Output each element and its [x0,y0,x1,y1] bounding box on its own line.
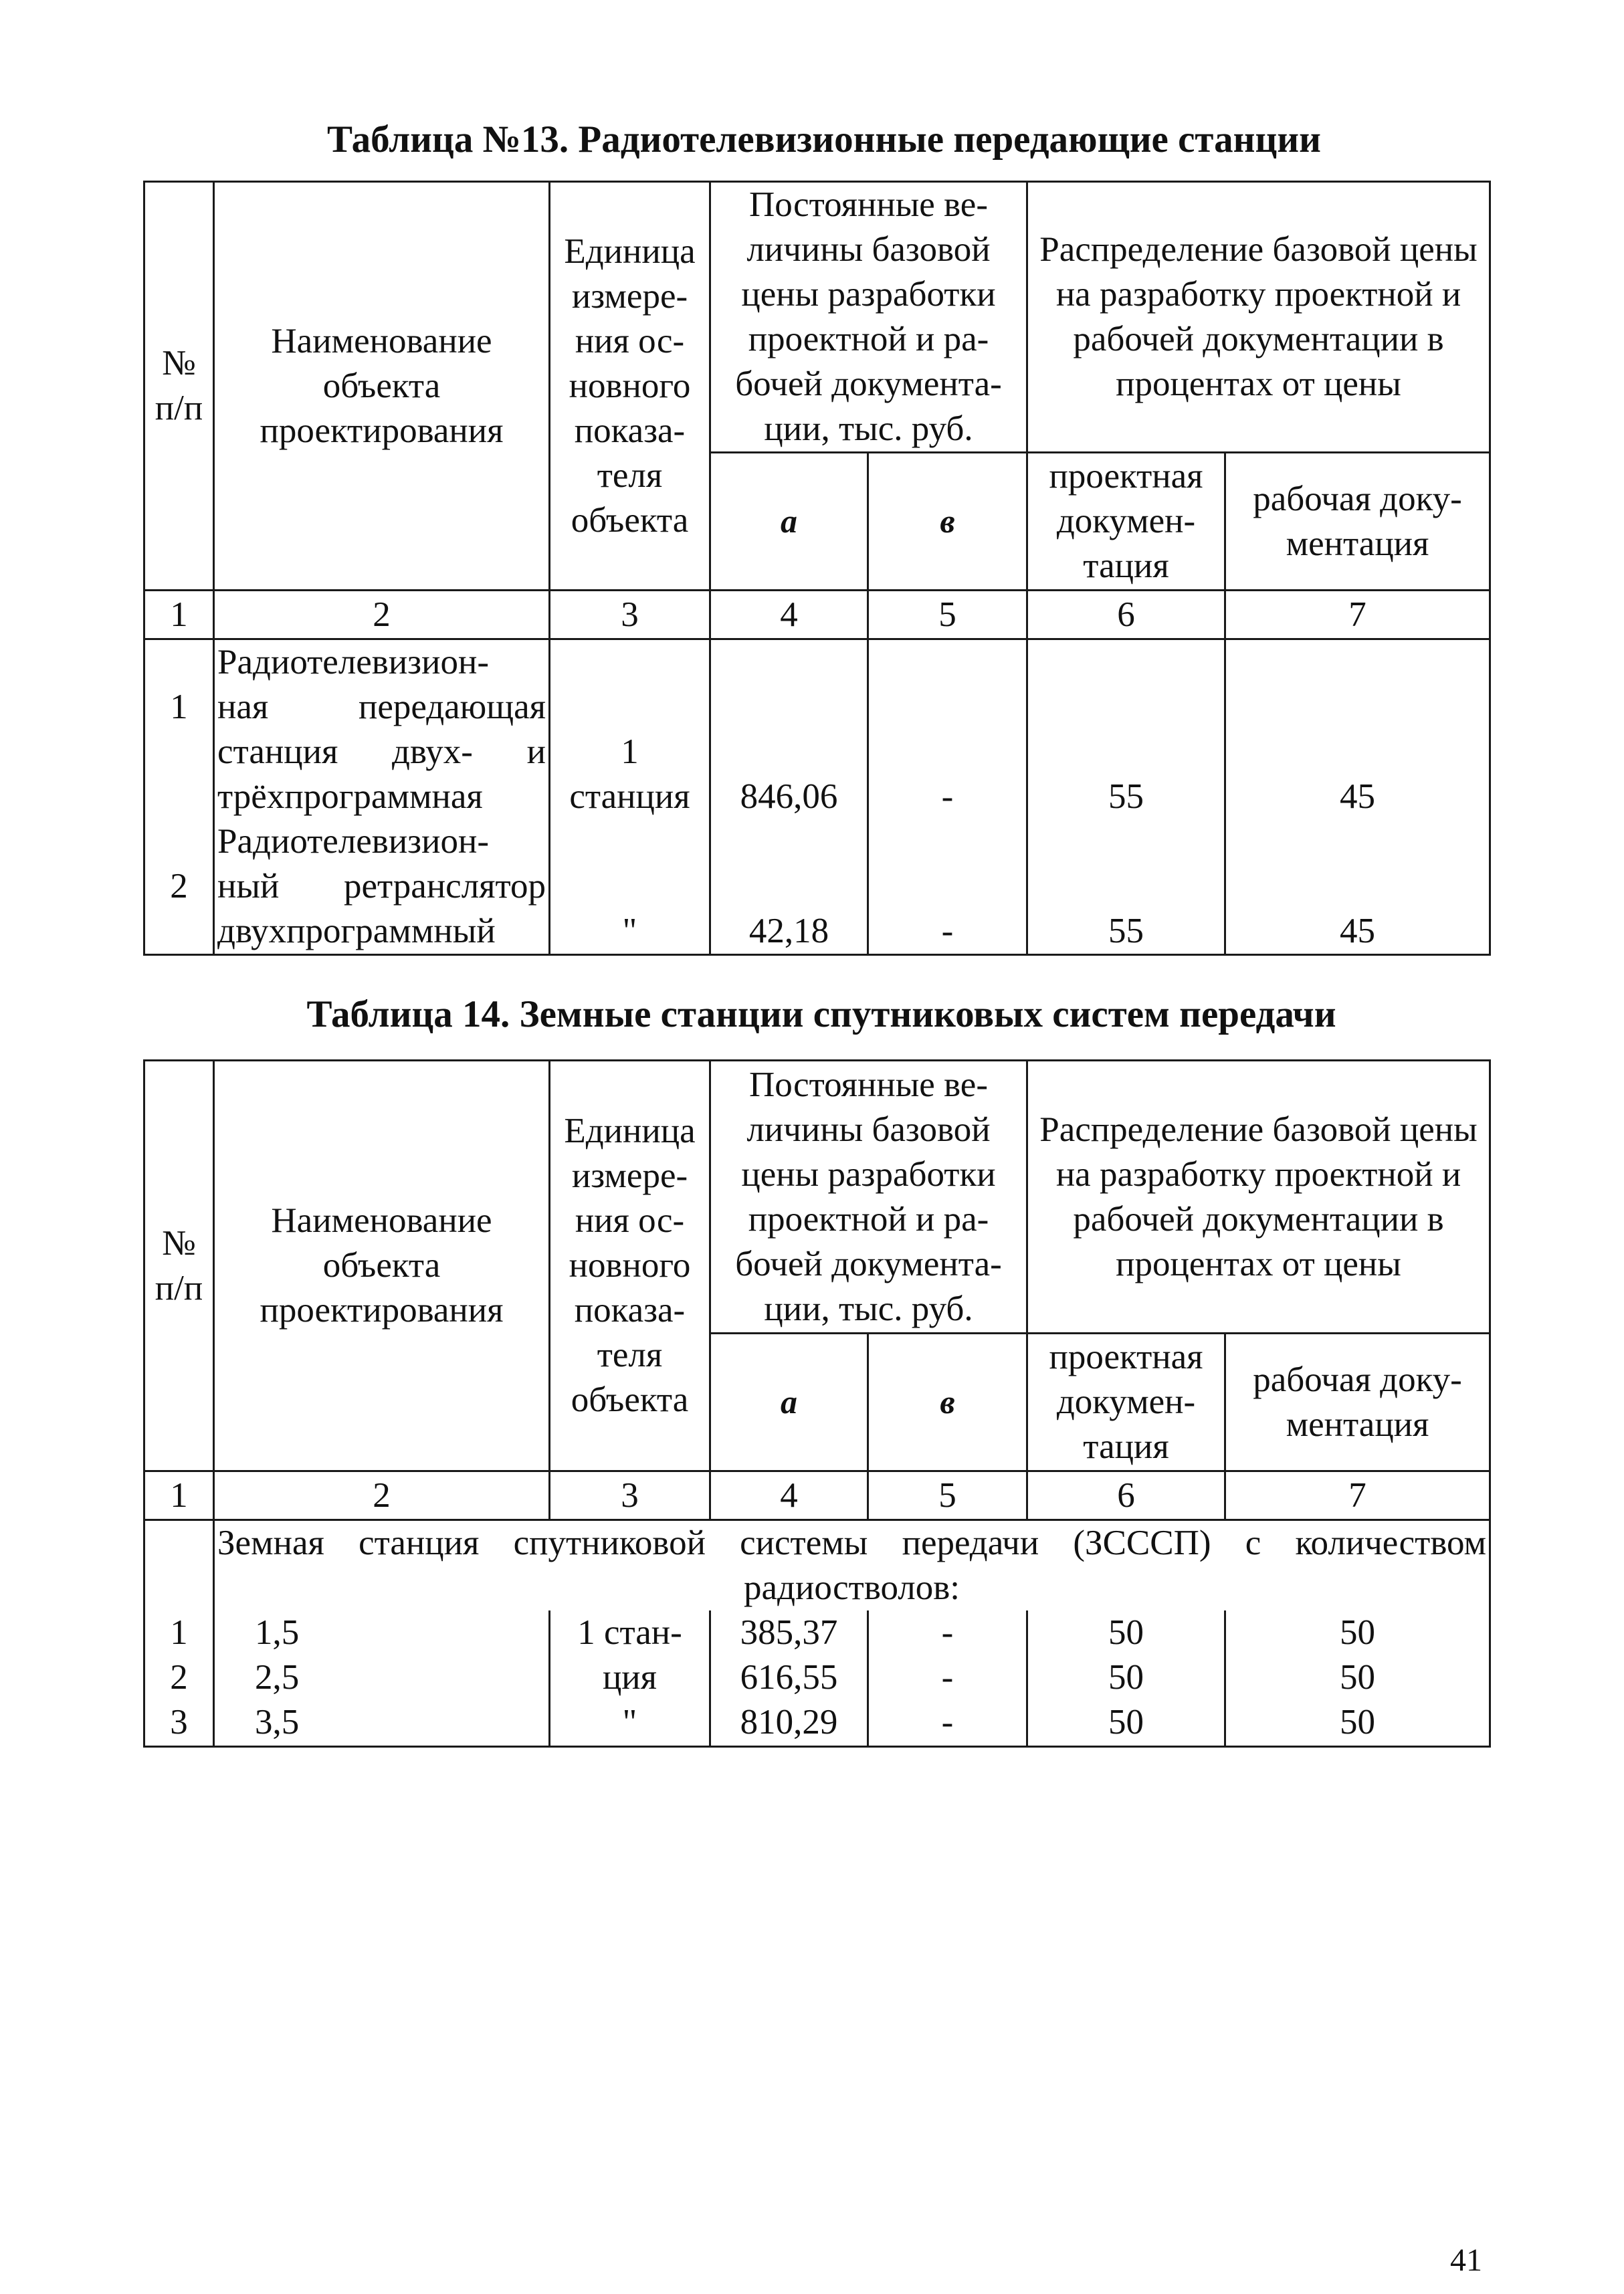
project-percent-cell [1027,1610,1225,1746]
row-number: 2 [170,867,188,906]
header-project-doc: проектная докумен-тация [1027,1334,1225,1471]
header-no: № п/п [144,182,214,591]
header-col-a: а [710,453,868,591]
work-percent-cell [1225,1610,1490,1746]
project-percent: 50 [1108,1658,1144,1697]
column-number: 1 [144,1471,214,1520]
value-a: 846,06 [740,777,838,816]
object-name-line: Радиотелевизион- [217,822,489,861]
unit-line: станция [569,777,690,816]
header-work-doc: рабочая доку-ментация [1225,453,1490,591]
column-number: 2 [214,591,550,639]
group-label-row [144,1520,1490,1611]
value-a-cell [710,1610,868,1746]
object-name-line: двухпрограммный [217,912,496,950]
header-col-a: а [710,1334,868,1471]
column-number-row [144,591,1490,639]
header-base-price: Постоянные ве-личины базовой цены разработки проектной и ра-бочей документа-ции, тыс. руб. [710,182,1027,453]
value-a: 810,29 [740,1703,838,1742]
project-percent: 50 [1108,1613,1144,1653]
group-label [214,1520,1490,1611]
object-name-line: станция двух- и [217,732,546,771]
row-numbers [144,1520,214,1747]
project-percent: 50 [1108,1703,1144,1742]
row-number: 2 [170,1658,188,1697]
object-name: 3,5 [255,1703,300,1742]
unit-line: 1 стан- [577,1613,682,1653]
header-base-price: Постоянные ве-личины базовой цены разработки проектной и ра-бочей документа-ции, тыс. руб. [710,1061,1027,1334]
header-unit: Единица измере-ния ос-новного показа-теля объекта [550,182,710,591]
column-number: 5 [868,1471,1027,1520]
header-col-v: в [868,453,1027,591]
unit-cell [550,1610,710,1746]
header-unit: Единица измере-ния ос-новного показа-теля объекта [550,1061,710,1471]
object-name-line: ная передающая [217,688,546,726]
column-number: 6 [1027,1471,1225,1520]
work-percent: 45 [1340,777,1375,816]
object-name-line: ный ретранслятор [217,867,546,906]
project-percent: 55 [1108,777,1144,816]
column-number: 7 [1225,1471,1490,1520]
header-distribution: Распределение базовой цены на разработку проектной и рабочей документации в процентах от цены [1027,182,1490,453]
table-14-title: Таблица 14. Земные станции спутниковых систем передачи [306,993,1336,1035]
object-names [214,1610,550,1746]
header-work-doc: рабочая доку-ментация [1225,1334,1490,1471]
header-name: Наименование объекта проектирования [214,182,550,591]
value-v: - [941,777,954,816]
column-number: 4 [710,591,868,639]
group-label-line: Земная станция спутниковой системы передачи (ЗСССП) с количеством [217,1524,1487,1562]
column-number: 2 [214,1471,550,1520]
value-a: 616,55 [740,1658,838,1697]
unit-line: 1 [621,732,639,771]
column-number: 6 [1027,591,1225,639]
value-a: 42,18 [748,912,829,950]
value-v-cell [868,1610,1027,1746]
table-14 [143,1059,1491,1748]
work-percent-cell [1225,639,1490,955]
object-name: 1,5 [255,1613,300,1653]
header-project-doc: проектная докумен-тация [1027,453,1225,591]
column-number: 3 [550,1471,710,1520]
group-label-line: радиостволов: [743,1568,960,1607]
row-number: 1 [170,1613,188,1653]
column-number: 4 [710,1471,868,1520]
row-number: 1 [170,688,188,726]
unit-cell [550,639,710,955]
value-v: - [941,1613,954,1653]
header-col-v: в [868,1334,1027,1471]
table-row [144,639,1490,955]
column-number: 3 [550,591,710,639]
column-number: 7 [1225,591,1490,639]
column-number: 1 [144,591,214,639]
row-numbers [144,639,214,955]
value-a-cell [710,639,868,955]
table-13-title: Таблица №13. Радиотелевизионные передающие станции [327,118,1321,161]
work-percent: 50 [1340,1703,1375,1742]
value-v: - [941,1658,954,1697]
page-number: 41 [1450,2243,1482,2278]
project-percent-cell [1027,639,1225,955]
header-name: Наименование объекта проектирования [214,1061,550,1471]
work-percent: 45 [1340,912,1375,950]
unit-line: ция [602,1658,657,1697]
work-percent: 50 [1340,1658,1375,1697]
header-distribution: Распределение базовой цены на разработку проектной и рабочей документации в процентах от цены [1027,1061,1490,1334]
object-name-line: трёхпрограммная [217,777,483,816]
project-percent: 55 [1108,912,1144,950]
value-v: - [941,1703,954,1742]
header-no: № п/п [144,1061,214,1471]
table-13 [143,181,1491,956]
column-number: 5 [868,591,1027,639]
value-v-cell [868,639,1027,955]
unit-line: " [622,1703,637,1742]
unit-line: " [622,912,637,950]
object-name: 2,5 [255,1658,300,1697]
row-number: 3 [170,1703,188,1742]
column-number-row [144,1471,1490,1520]
value-a: 385,37 [740,1613,838,1653]
object-names [214,639,550,955]
value-v: - [941,912,954,950]
object-name-line: Радиотелевизион- [217,643,489,682]
table-row [144,1610,1490,1746]
work-percent: 50 [1340,1613,1375,1653]
